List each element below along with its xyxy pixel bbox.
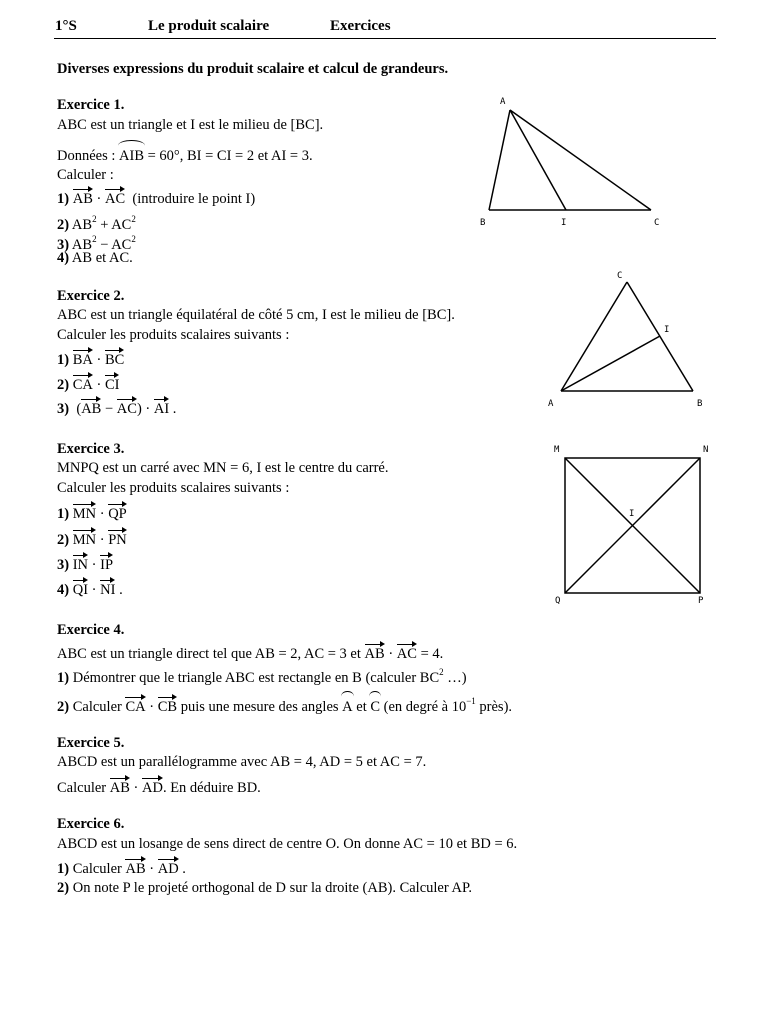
label-m: M [554, 445, 560, 455]
ex6-statement: ABCD est un losange de sens direct de centre O. On donne AC = 10 et BD = 6. [57, 836, 518, 852]
ex4-title: Exercice 4. [57, 622, 125, 638]
label-i: I [664, 325, 670, 335]
ex1-q1: 1) AB · AC (introduire le point I) [57, 188, 255, 208]
ex1-q3: 3) $AB^2 - AC^2$ [57, 234, 136, 253]
label-b: B [697, 399, 703, 409]
label-p: P [698, 596, 704, 606]
ex4-statement: ABC est un triangle direct tel que AB = 2, AC = 3 et AB · AC = 4. [57, 643, 443, 663]
label-a: A [500, 97, 506, 107]
ex1-q2: 2) $AB^2 + AC^2$ [57, 214, 136, 233]
ex5-statement: ABCD est un parallélogramme avec AB = 4, AD = 5 et AC = 7. [57, 754, 427, 770]
label-c: C [654, 218, 660, 228]
ex6-q2: 2) On note P le projeté orthogonal de D sur la droite (AB). Calculer AP. [57, 880, 473, 896]
header-level: 1°S [55, 18, 77, 34]
ex4-q1: 1) Démontrer que le triangle ABC est rectangle en B (calculer $BC^2$ …) [57, 667, 467, 686]
angle-aib: AIB [119, 148, 144, 164]
ex2-q3: 3) (AB − AC) · AI . [57, 398, 176, 418]
ex1-q4: 4) AB et AC. [57, 250, 133, 266]
ex1-calc: Calculer : [57, 167, 114, 183]
label-i: I [629, 509, 635, 519]
ex2-q1: 1) BA · BC [57, 349, 124, 369]
label-i: I [561, 218, 567, 228]
ex1-title: Exercice 1. [57, 97, 125, 113]
ex4-q2: 2) Calculer CA · CB puis une mesure des angles A et C (en degré à $10^{-1}$ près). [57, 696, 513, 715]
ex1-statement: ABC est un triangle et I est le milieu de [BC]. [57, 117, 324, 133]
label-b: B [480, 218, 486, 228]
ex3-statement: MNPQ est un carré avec MN = 6, I est le centre du carré. [57, 460, 389, 476]
ex3-q1: 1) MN · QP [57, 503, 127, 523]
ex3-square-figure [545, 440, 720, 610]
header-title: Le produit scalaire [148, 18, 270, 34]
ex3-q2: 2) MN · PN [57, 529, 127, 549]
ex2-instruction: Calculer les produits scalaires suivants : [57, 327, 290, 343]
intro-heading: Diverses expressions du produit scalaire et calcul de grandeurs. [57, 61, 449, 77]
ex3-title: Exercice 3. [57, 441, 125, 457]
ex5-question: Calculer AB · AD. En déduire BD. [57, 777, 261, 797]
label-a: A [548, 399, 554, 409]
ex6-title: Exercice 6. [57, 816, 125, 832]
ex1-triangle-figure [470, 92, 680, 237]
ex2-statement: ABC est un triangle équilatéral de côté 5 cm, I est le milieu de [BC]. [57, 307, 455, 323]
label-c: C [617, 271, 623, 281]
ex3-q3: 3) IN · IP [57, 554, 113, 574]
label-q: Q [555, 596, 561, 606]
ex3-instruction: Calculer les produits scalaires suivants : [57, 480, 290, 496]
ex2-title: Exercice 2. [57, 288, 125, 304]
label-n: N [703, 445, 709, 455]
header-rule [54, 38, 716, 39]
ex2-triangle-figure [540, 266, 720, 411]
ex1-data: Données : AIB = 60°, BI = CI = 2 et AI = 3. [57, 148, 313, 164]
header-type: Exercices [330, 18, 391, 34]
ex5-title: Exercice 5. [57, 735, 125, 751]
ex6-q1: 1) Calculer AB · AD . [57, 858, 186, 878]
ex2-q2: 2) CA · CI [57, 374, 119, 394]
ex3-q4: 4) QI · NI . [57, 579, 123, 599]
